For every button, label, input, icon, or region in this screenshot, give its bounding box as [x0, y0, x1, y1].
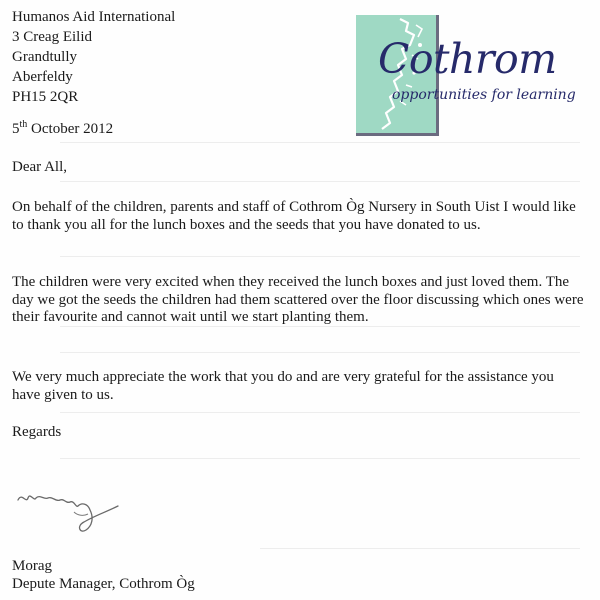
- address-line-street: 3 Creag Eilid: [12, 29, 92, 45]
- bleed-through-line: [60, 352, 580, 353]
- bleed-through-line: [60, 458, 580, 459]
- body-paragraph-1: On behalf of the children, parents and staff of Cothrom Òg Nursery in South Uist I would like to thank you all for the lunch boxes and the seeds that you have donated to us.: [12, 199, 576, 233]
- bleed-through-line: [60, 142, 580, 143]
- signer-title: Depute Manager, Cothrom Òg: [12, 576, 195, 592]
- letter-date: [12, 121, 113, 138]
- bleed-through-line: [60, 181, 580, 182]
- body-paragraph-3: We very much appreciate the work that you do and are very grateful for the assistance you have given to us.: [12, 369, 554, 403]
- signer-name: Morag: [12, 558, 52, 574]
- bleed-through-line: [60, 256, 580, 257]
- address-line-organisation: Humanos Aid International: [12, 9, 176, 25]
- date-month-year: October 2012: [31, 121, 114, 137]
- bleed-through-line: [60, 412, 580, 413]
- address-line-town: Aberfeldy: [12, 69, 73, 85]
- salutation: Dear All,: [12, 159, 67, 175]
- closing: Regards: [12, 424, 62, 440]
- body-paragraph-2: The children were very excited when they received the lunch boxes and just loved them. The day we got the seeds the children had them scattered over the floor discussing which ones were their favourite and cannot wait until we start planting them.: [12, 274, 584, 325]
- date-suffix: th: [19, 119, 28, 130]
- logo-tagline: opportunities for learning: [392, 87, 576, 103]
- cothrom-logo: [356, 15, 576, 135]
- sender-address: [12, 7, 175, 107]
- address-line-village: Grandtully: [12, 49, 77, 65]
- handwritten-signature: [14, 486, 124, 538]
- date-day: 5: [12, 121, 20, 137]
- bleed-through-line: [260, 548, 580, 549]
- address-line-postcode: PH15 2QR: [12, 89, 79, 105]
- logo-wordmark: Cothrom: [378, 35, 557, 83]
